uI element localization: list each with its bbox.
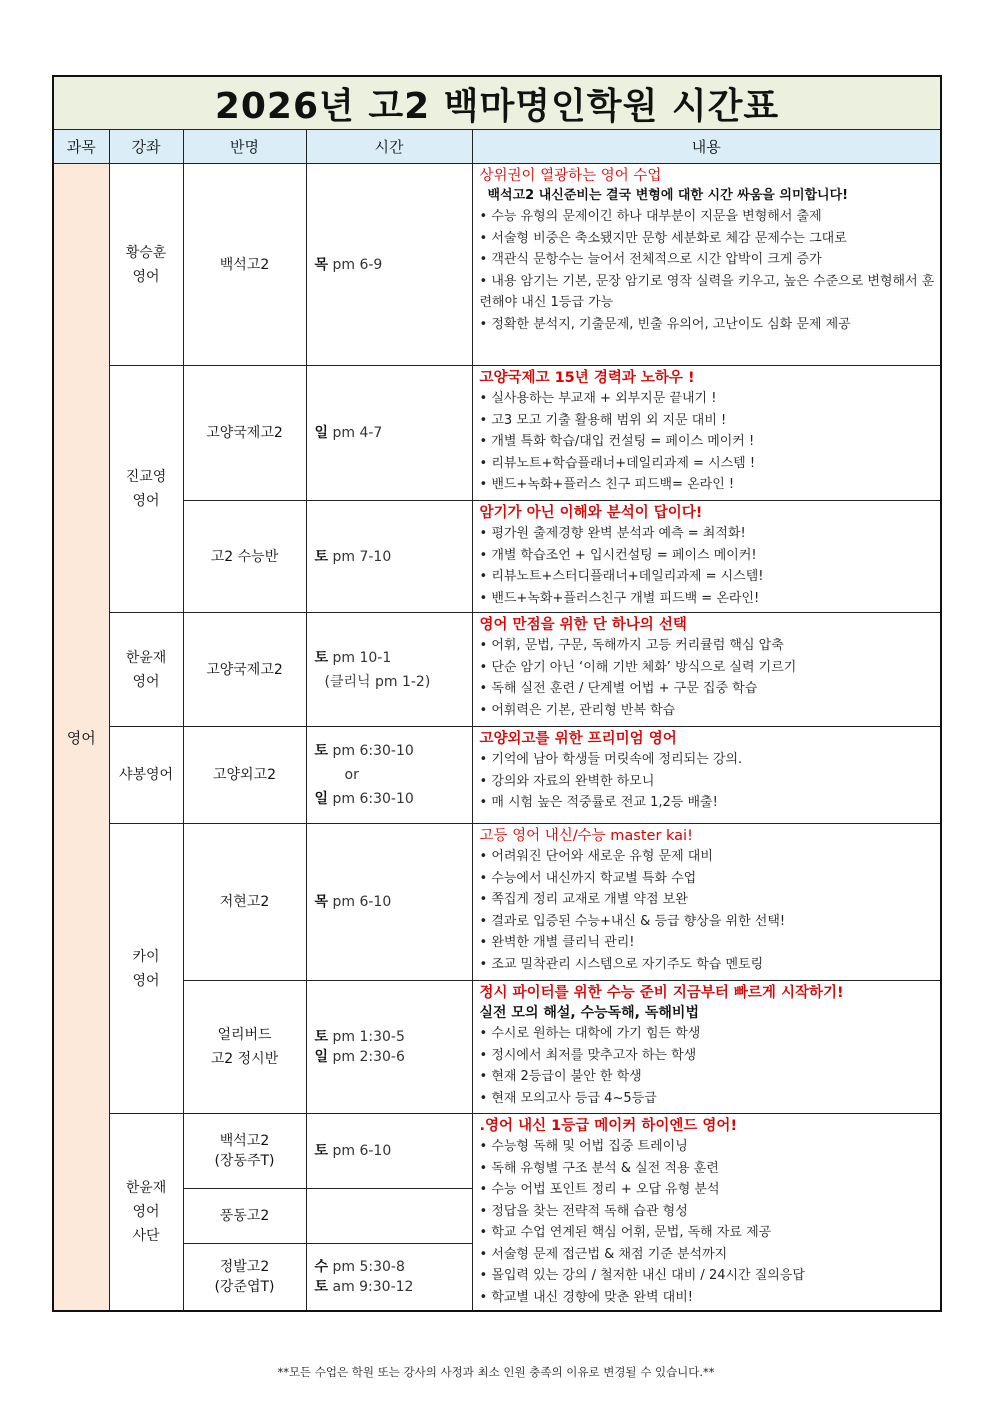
class-name: 백석고2 <box>219 1132 270 1149</box>
time-hours: pm 6-9 <box>332 256 383 273</box>
content-heading: 고양국제고 15년 경력과 노하우 ! <box>479 370 695 386</box>
page-title: 2026년 고2 백마명인학원 시간표 <box>53 76 941 130</box>
time-clinic: (클리닉 pm 1-2) <box>324 673 431 690</box>
list-item: • 수능 어법 포인트 정리 + 오답 유형 분석 <box>480 1179 937 1201</box>
list-item: • 결과로 입증된 수능+내신 & 등급 향상을 위한 선택! <box>480 911 937 933</box>
time-hours: pm 5:30-8 <box>332 1259 405 1276</box>
table-row <box>53 613 941 727</box>
list-item: • 밴드+녹화+플러스 친구 피드백= 온라인 ! <box>480 474 937 496</box>
table-row <box>53 981 941 1114</box>
list-item: • 수능 유형의 문제이긴 하나 대부분이 지문을 변형해서 출제 <box>480 206 937 228</box>
list-item: • 리뷰노트+스터디플래너+데일리과제 = 시스템! <box>480 566 937 588</box>
content-heading: 고양외고를 위한 프리미엄 영어 <box>479 731 677 747</box>
list-item: • 정답을 찾는 전략적 독해 습관 형성 <box>480 1201 937 1223</box>
time-cell <box>306 981 472 1114</box>
footnote: **모든 수업은 학원 또는 강사의 사정과 최소 인원 충족의 이유로 변경될 수 있습니다.** <box>277 1365 715 1379</box>
teacher-subject: 영어 <box>132 972 160 989</box>
header-content: 내용 <box>472 130 941 164</box>
time-day: 토 <box>314 1142 329 1159</box>
list-item: • 고3 모고 기출 활용해 범위 외 지문 대비 ! <box>480 410 937 432</box>
teacher-name: 카이 <box>132 948 160 965</box>
header-class: 반명 <box>183 130 306 164</box>
time-day: 토 <box>314 1279 329 1296</box>
list-item: • 정확한 분석지, 기출문제, 빈출 유의어, 고난이도 심화 문제 제공 <box>480 314 937 336</box>
class-teacher: (강준엽T) <box>214 1279 275 1296</box>
list-item: • 어휘력은 기본, 관리형 반복 학습 <box>480 700 937 722</box>
teacher-subject: 영어 <box>132 493 160 509</box>
list-item: • 독해 유형별 구조 분석 & 실전 적용 훈련 <box>480 1158 937 1180</box>
class-teacher: (장동주T) <box>214 1152 275 1169</box>
list-item: • 리뷰노트+학습플래너+데일리과제 = 시스템 ! <box>480 453 937 475</box>
time-day: 토 <box>314 649 329 666</box>
content-cell <box>472 613 941 727</box>
teacher-name: 황승훈 <box>125 244 167 261</box>
teacher-cell <box>109 613 183 727</box>
list-item: • 객관식 문항수는 늘어서 전체적으로 시간 압박이 크게 증가 <box>480 249 937 271</box>
time-or: or <box>344 767 359 783</box>
time-hours: pm 6-10 <box>332 1142 392 1159</box>
time-cell <box>306 1114 472 1189</box>
list-item: • 어휘, 문법, 구문, 독해까지 고등 커리큘럼 핵심 압축 <box>480 635 937 657</box>
time-cell <box>306 727 472 824</box>
list-item: • 수능에서 내신까지 학교별 특화 수업 <box>480 868 937 890</box>
subject-cell: 영어 <box>53 164 109 1312</box>
teacher-cell <box>109 824 183 1114</box>
time-hours: pm 2:30-6 <box>332 1049 405 1065</box>
time-hours: pm 6:30-10 <box>332 791 414 807</box>
table-row <box>53 501 941 613</box>
content-cell <box>472 501 941 613</box>
class-cell <box>183 1114 306 1189</box>
content-heading: .영어 내신 1등급 메이커 하이엔드 영어! <box>479 1118 738 1134</box>
class-cell: 고2 수능반 <box>183 501 306 613</box>
class-cell: 백석고2 <box>183 164 306 366</box>
teacher-subject: 영어 <box>132 268 160 285</box>
content-heading: 영어 만점을 위한 단 하나의 선택 <box>479 617 687 633</box>
teacher-group: 사단 <box>132 1228 160 1244</box>
time-hours: pm 6:30-10 <box>332 743 414 759</box>
list-item: • 내용 암기는 기본, 문장 암기로 영작 실력을 키우고, 높은 수준으로 변형해서 훈련해야 내신 1등급 가능 <box>480 271 937 314</box>
list-item: • 기억에 남아 학생들 머릿속에 정리되는 강의. <box>480 749 937 771</box>
time-cell <box>306 1188 472 1244</box>
time-hours: pm 10-1 <box>332 649 392 666</box>
teacher-name: 진교영 <box>125 469 167 485</box>
list-item: • 독해 실전 훈련 / 단계별 어법 + 구문 집중 학습 <box>480 678 937 700</box>
header-subject: 과목 <box>53 130 109 164</box>
class-name: 고2 정시반 <box>210 1051 279 1067</box>
header-row <box>53 130 941 164</box>
time-cell <box>306 366 472 501</box>
table-row <box>53 824 941 981</box>
list-item: • 수시로 원하는 대학에 가기 힘든 학생 <box>480 1023 937 1045</box>
list-item: • 실사용하는 부교재 + 외부지문 끝내기 ! <box>480 388 937 410</box>
time-day: 토 <box>314 548 329 565</box>
content-cell <box>472 366 941 501</box>
content-subheading: 백석고2 내신준비는 결국 변형에 대한 시간 싸움을 의미합니다! <box>487 188 849 203</box>
list-item: • 현재 2등급이 불안 한 학생 <box>480 1066 937 1088</box>
time-day: 토 <box>314 743 329 759</box>
timetable <box>52 75 942 1312</box>
time-hours: pm 1:30-5 <box>332 1029 405 1045</box>
time-day: 일 <box>314 425 329 441</box>
time-day: 일 <box>314 791 329 807</box>
list-item: • 개별 학습조언 + 입시컨설팅 = 페이스 메이커! <box>480 545 937 567</box>
class-cell <box>183 981 306 1114</box>
list-item: • 완벽한 개별 클리닉 관리! <box>480 932 937 954</box>
time-cell <box>306 501 472 613</box>
teacher-cell <box>109 366 183 613</box>
time-cell <box>306 824 472 981</box>
class-cell: 고양국제고2 <box>183 366 306 501</box>
list-item: • 강의와 자료의 완벽한 하모니 <box>480 771 937 793</box>
time-day: 토 <box>314 1029 329 1045</box>
list-item: • 학교별 내신 경향에 맞춘 완벽 대비! <box>480 1287 937 1309</box>
class-cell: 풍동고2 <box>183 1188 306 1244</box>
time-day: 일 <box>314 1049 329 1065</box>
teacher-name: 한윤재 <box>125 1180 167 1196</box>
time-hours: pm 4-7 <box>332 425 383 441</box>
time-day: 목 <box>314 894 329 910</box>
teacher-subject: 영어 <box>132 673 160 690</box>
time-cell <box>306 164 472 366</box>
content-heading: 암기가 아닌 이해와 분석이 답이다! <box>479 505 703 521</box>
list-item: • 현재 모의고사 등급 4~5등급 <box>480 1088 937 1110</box>
list-item: • 단순 암기 아닌 ‘이해 기반 체화’ 방식으로 실력 기르기 <box>480 657 937 679</box>
list-item: • 매 시험 높은 적중률로 전교 1,2등 배출! <box>480 792 937 814</box>
teacher-subject: 영어 <box>132 1204 160 1220</box>
table-row <box>53 366 941 501</box>
teacher-name: 한윤재 <box>125 649 167 666</box>
list-item: • 몰입력 있는 강의 / 철저한 내신 대비 / 24시간 질의응답 <box>480 1265 937 1287</box>
class-cell <box>183 1244 306 1311</box>
content-cell <box>472 824 941 981</box>
content-heading: 상위권이 열광하는 영어 수업 <box>479 168 662 184</box>
time-hours: am 9:30-12 <box>332 1279 414 1296</box>
class-name: 얼리버드 <box>217 1027 272 1043</box>
time-cell <box>306 613 472 727</box>
teacher-cell: 샤봉영어 <box>109 727 183 824</box>
time-day: 수 <box>314 1259 329 1276</box>
content-subheading: 실전 모의 해설, 수능독해, 독해비법 <box>479 1005 699 1021</box>
header-course: 강좌 <box>109 130 183 164</box>
time-hours: pm 6-10 <box>332 894 392 910</box>
class-cell: 저현고2 <box>183 824 306 981</box>
class-cell: 고양외고2 <box>183 727 306 824</box>
table-row <box>53 164 941 366</box>
table-row <box>53 1114 941 1189</box>
teacher-cell <box>109 164 183 366</box>
list-item: • 밴드+녹화+플러스친구 개별 피드백 = 온라인! <box>480 588 937 610</box>
time-cell <box>306 1244 472 1311</box>
content-cell <box>472 164 941 366</box>
table-row <box>53 727 941 824</box>
list-item: • 학교 수업 연계된 핵심 어휘, 문법, 독해 자료 제공 <box>480 1222 937 1244</box>
header-time: 시간 <box>306 130 472 164</box>
list-item: • 개별 특화 학습/대입 컨설팅 = 페이스 메이커 ! <box>480 431 937 453</box>
content-heading: 정시 파이터를 위한 수능 준비 지금부터 빠르게 시작하기! <box>479 985 844 1001</box>
teacher-cell <box>109 1114 183 1312</box>
content-cell <box>472 981 941 1114</box>
class-cell: 고양국제고2 <box>183 613 306 727</box>
list-item: • 평가원 출제경향 완벽 분석과 예측 = 최적화! <box>480 523 937 545</box>
list-item: • 서술형 문제 접근법 & 채점 기준 분석까지 <box>480 1244 937 1266</box>
content-heading: 고등 영어 내신/수능 master kai! <box>479 828 693 844</box>
list-item: • 조교 밀착관리 시스템으로 자기주도 학습 멘토링 <box>480 954 937 976</box>
list-item: • 수능형 독해 및 어법 집중 트레이닝 <box>480 1136 937 1158</box>
content-cell <box>472 727 941 824</box>
class-name: 정발고2 <box>219 1259 270 1276</box>
list-item: • 어려워진 단어와 새로운 유형 문제 대비 <box>480 846 937 868</box>
list-item: • 서술형 비중은 축소됐지만 문항 세분화로 체감 문제수는 그대로 <box>480 228 937 250</box>
list-item: • 쪽집게 정리 교재로 개별 약점 보완 <box>480 889 937 911</box>
time-day: 목 <box>314 256 329 273</box>
time-hours: pm 7-10 <box>332 548 392 565</box>
content-cell <box>472 1114 941 1312</box>
list-item: • 정시에서 최저를 맞추고자 하는 학생 <box>480 1045 937 1067</box>
